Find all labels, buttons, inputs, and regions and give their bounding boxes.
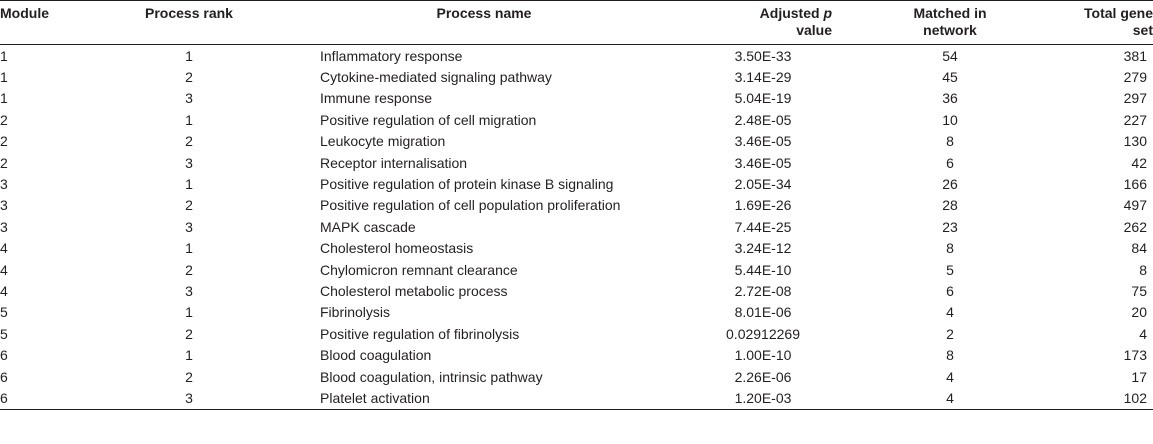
cell-process-rank: 1: [185, 240, 193, 257]
cell-module: 4: [0, 282, 8, 299]
cell-matched-in-network: 45: [942, 69, 958, 86]
cell-matched-in-network: 4: [946, 368, 954, 385]
cell-total-gene-set: 84: [1131, 240, 1147, 257]
cell-total-gene-set: 130: [1123, 133, 1147, 150]
header-adjusted-p-line2: value: [796, 22, 832, 38]
cell-module: 5: [0, 325, 8, 342]
cell-adjusted-p-value: 0.02912269: [726, 325, 800, 342]
cell-total-gene-set: 381: [1123, 47, 1147, 64]
cell-process-rank: 2: [185, 261, 193, 278]
header-adjusted-p-line1: Adjusted p: [759, 5, 832, 21]
cell-module: 6: [0, 347, 8, 364]
table-row: [0, 88, 1153, 109]
cell-total-gene-set: 4: [1139, 325, 1147, 342]
cell-process-rank: 1: [185, 111, 193, 128]
header-adjusted-p-value: [666, 1, 860, 45]
cell-adjusted-p-value: 2.72E-08: [734, 282, 792, 299]
cell-matched-in-network: 2: [946, 325, 954, 342]
cell-process-rank: 3: [185, 218, 193, 235]
cell-matched-in-network: 8: [946, 240, 954, 257]
cell-adjusted-p-value: 3.14E-29: [734, 69, 792, 86]
table-header: [0, 1, 1153, 45]
cell-process-rank: 2: [185, 368, 193, 385]
cell-process-rank: 3: [185, 282, 193, 299]
cell-matched-in-network: 8: [946, 347, 954, 364]
cell-process-rank: 1: [185, 347, 193, 364]
table-row: [0, 216, 1153, 237]
cell-process-name: Positive regulation of protein kinase B signaling: [320, 176, 614, 193]
cell-adjusted-p-value: 3.50E-33: [734, 47, 792, 64]
table-row: [0, 302, 1153, 323]
header-process-rank: Process rank: [76, 1, 302, 45]
cell-matched-in-network: 4: [946, 304, 954, 321]
cell-adjusted-p-value: 3.46E-05: [734, 133, 792, 150]
cell-process-rank: 3: [185, 90, 193, 107]
cell-total-gene-set: 173: [1123, 347, 1147, 364]
header-row: [0, 1, 1153, 45]
cell-process-name: Inflammatory response: [320, 47, 463, 64]
cell-module: 1: [0, 47, 8, 64]
cell-process-rank: 2: [185, 197, 193, 214]
cell-matched-in-network: 5: [946, 261, 954, 278]
cell-process-rank: 1: [185, 304, 193, 321]
header-module: Module: [0, 1, 76, 45]
cell-module: 4: [0, 261, 8, 278]
cell-module: 6: [0, 387, 76, 409]
cell-total-gene-set: 297: [1123, 90, 1147, 107]
header-matched-line1: Matched in: [913, 5, 987, 21]
header-matched-in-network: [860, 1, 1040, 45]
table-row: [0, 259, 1153, 280]
cell-module: 4: [0, 240, 8, 257]
cell-adjusted-p-value: 1.69E-26: [734, 197, 792, 214]
cell-process-name: Immune response: [320, 90, 433, 107]
cell-matched-in-network: 6: [946, 282, 954, 299]
cell-matched-in-network: 23: [942, 218, 958, 235]
cell-process-rank: 2: [185, 133, 193, 150]
cell-matched-in-network: 54: [942, 47, 958, 64]
cell-module: 3: [0, 197, 8, 214]
cell-module: 2: [0, 154, 8, 171]
table-row: [0, 152, 1153, 173]
cell-total-gene-set: 8: [1139, 261, 1147, 278]
header-total-line1: Total gene: [1084, 5, 1153, 21]
cell-total-gene-set: 102: [1040, 387, 1153, 409]
cell-matched-in-network: 8: [946, 133, 954, 150]
cell-process-name: MAPK cascade: [320, 218, 416, 235]
cell-total-gene-set: 262: [1123, 218, 1147, 235]
cell-process-name: Chylomicron remnant clearance: [320, 261, 518, 278]
cell-total-gene-set: 75: [1131, 282, 1147, 299]
header-p-italic: p: [823, 5, 832, 21]
table-row: [0, 387, 1153, 409]
cell-process-name: Blood coagulation: [320, 347, 432, 364]
cell-module: 2: [0, 111, 8, 128]
cell-matched-in-network: 28: [942, 197, 958, 214]
cell-matched-in-network: 26: [942, 176, 958, 193]
cell-process-rank: 3: [76, 387, 302, 409]
cell-matched-in-network: 36: [942, 90, 958, 107]
cell-module: 3: [0, 176, 8, 193]
table-row: [0, 173, 1153, 194]
cell-process-name: Leukocyte migration: [320, 133, 446, 150]
cell-process-name: Cytokine-mediated signaling pathway: [320, 69, 552, 86]
cell-process-rank: 1: [185, 47, 193, 64]
cell-total-gene-set: 227: [1123, 111, 1147, 128]
header-matched-line2: network: [923, 22, 977, 38]
table-body: [0, 45, 1153, 410]
header-total-line2: set: [1132, 22, 1153, 38]
cell-adjusted-p-value: 1.00E-10: [734, 347, 792, 364]
cell-matched-in-network: 4: [860, 387, 1040, 409]
cell-module: 1: [0, 69, 8, 86]
table-row: [0, 66, 1153, 87]
cell-module: 3: [0, 218, 8, 235]
cell-process-name: Receptor internalisation: [320, 154, 468, 171]
cell-process-name: Blood coagulation, intrinsic pathway: [320, 368, 543, 385]
cell-process-name: Positive regulation of cell migration: [320, 111, 537, 128]
cell-total-gene-set: 20: [1131, 304, 1147, 321]
cell-process-rank: 1: [185, 176, 193, 193]
table-row: [0, 366, 1153, 387]
table-row: [0, 131, 1153, 152]
table-row: [0, 344, 1153, 365]
header-process-name: Process name: [302, 1, 666, 45]
cell-process-rank: 3: [185, 154, 193, 171]
table-row: [0, 109, 1153, 130]
cell-adjusted-p-value: 8.01E-06: [734, 304, 792, 321]
cell-process-name: Fibrinolysis: [320, 304, 391, 321]
header-total-gene-set: [1040, 1, 1153, 45]
cell-adjusted-p-value: 7.44E-25: [734, 218, 792, 235]
cell-module: 5: [0, 304, 8, 321]
cell-adjusted-p-value: 1.20E-03: [666, 387, 860, 409]
cell-adjusted-p-value: 2.05E-34: [734, 176, 792, 193]
cell-process-name: Cholesterol metabolic process: [320, 282, 508, 299]
table-row: [0, 280, 1153, 301]
cell-process-rank: 2: [185, 69, 193, 86]
cell-adjusted-p-value: 5.44E-10: [734, 261, 792, 278]
cell-adjusted-p-value: 2.26E-06: [734, 368, 792, 385]
cell-adjusted-p-value: 5.04E-19: [734, 90, 792, 107]
cell-module: 6: [0, 368, 8, 385]
cell-module: 2: [0, 133, 8, 150]
cell-matched-in-network: 6: [946, 154, 954, 171]
cell-process-rank: 2: [185, 325, 193, 342]
cell-process-name: Positive regulation of cell population proliferation: [320, 197, 621, 214]
table-row: [0, 238, 1153, 259]
cell-total-gene-set: 497: [1123, 197, 1147, 214]
table-row: [0, 195, 1153, 216]
cell-adjusted-p-value: 2.48E-05: [734, 111, 792, 128]
cell-total-gene-set: 279: [1123, 69, 1147, 86]
table-row: [0, 45, 1153, 67]
cell-process-name: Cholesterol homeostasis: [320, 240, 474, 257]
cell-matched-in-network: 10: [942, 111, 958, 128]
table-row: [0, 323, 1153, 344]
cell-total-gene-set: 166: [1123, 176, 1147, 193]
cell-adjusted-p-value: 3.46E-05: [734, 154, 792, 171]
cell-module: 1: [0, 90, 8, 107]
cell-process-name: Positive regulation of fibrinolysis: [320, 325, 520, 342]
cell-total-gene-set: 42: [1131, 154, 1147, 171]
cell-total-gene-set: 17: [1131, 368, 1147, 385]
cell-process-name: Platelet activation: [302, 387, 666, 409]
cell-adjusted-p-value: 3.24E-12: [734, 240, 792, 257]
